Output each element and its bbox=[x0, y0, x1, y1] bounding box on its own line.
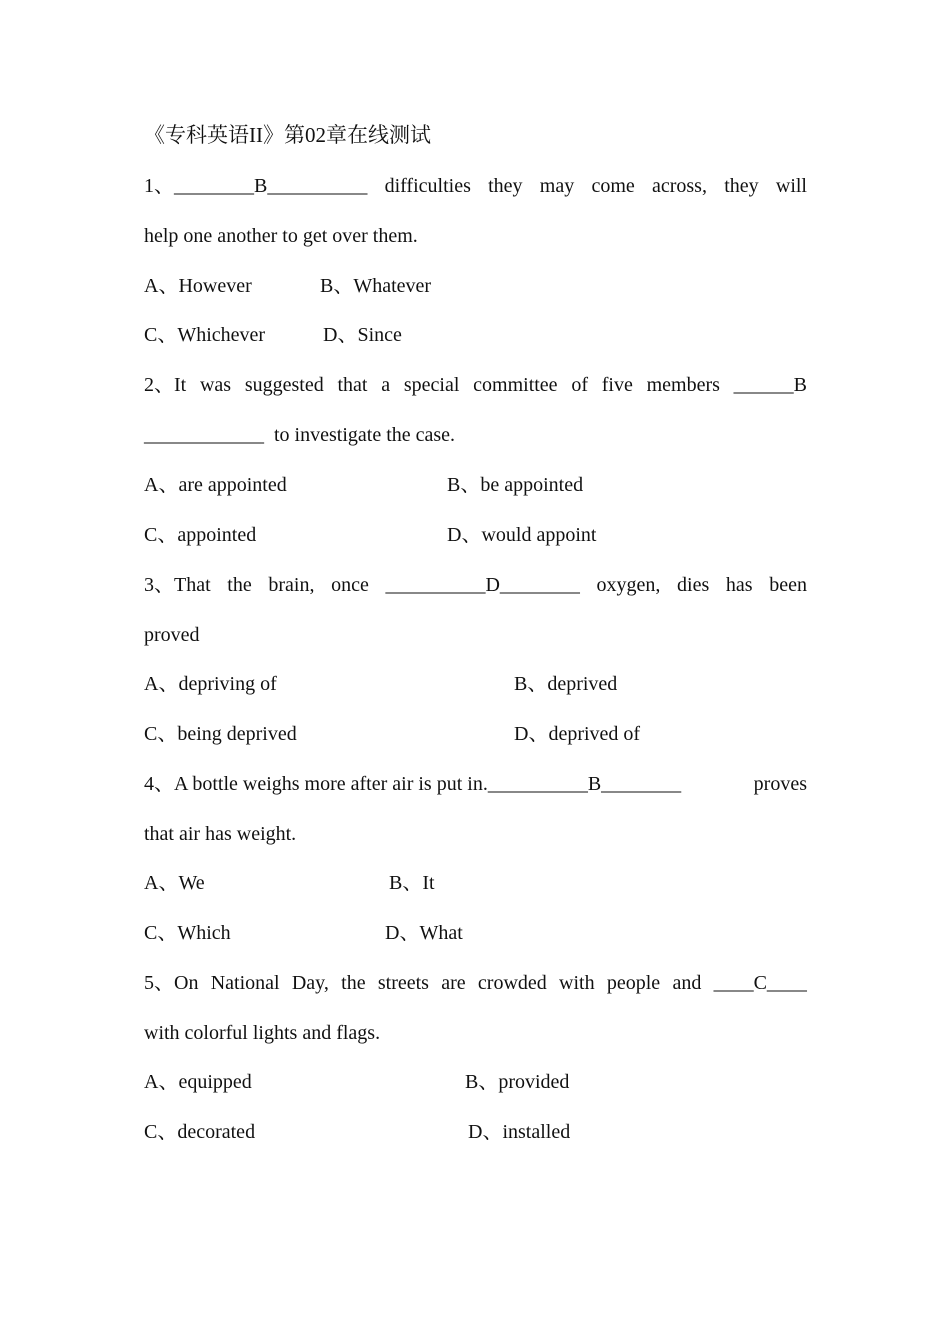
question-5-option-c: C、decorated bbox=[144, 1121, 256, 1143]
word: streets bbox=[377, 972, 429, 994]
word: difficulties bbox=[384, 175, 471, 197]
word: ____C____ bbox=[713, 972, 807, 994]
word: was bbox=[199, 374, 232, 396]
word: people bbox=[606, 972, 661, 994]
question-1-option-a: A、However bbox=[144, 275, 252, 297]
page-title: 《专科英语II》第02章在线测试 bbox=[144, 123, 431, 147]
word: 4、A bottle weighs more after air is put in.__________B________ bbox=[144, 773, 682, 795]
word: 5、On bbox=[144, 972, 199, 994]
word: come bbox=[591, 175, 635, 197]
question-1-line-1 bbox=[144, 170, 807, 202]
word: __________D________ bbox=[385, 574, 580, 596]
word: proves bbox=[753, 773, 807, 795]
word: ______B bbox=[733, 374, 807, 396]
word: and bbox=[672, 972, 702, 994]
question-3-line-1 bbox=[144, 569, 807, 601]
question-2-option-a: A、are appointed bbox=[144, 474, 287, 496]
word: the bbox=[341, 972, 366, 994]
word: 2、It bbox=[144, 374, 187, 396]
word: has bbox=[725, 574, 753, 596]
question-4-line-1 bbox=[144, 768, 807, 800]
word: crowded bbox=[477, 972, 547, 994]
word: oxygen, bbox=[596, 574, 661, 596]
word: will bbox=[775, 175, 807, 197]
word: committee bbox=[473, 374, 558, 396]
question-2-option-c: C、appointed bbox=[144, 524, 257, 546]
question-5-option-b: B、provided bbox=[465, 1071, 570, 1093]
question-5-option-a: A、equipped bbox=[144, 1071, 252, 1093]
word: brain, bbox=[268, 574, 315, 596]
word: that bbox=[337, 374, 368, 396]
word: of bbox=[571, 374, 588, 396]
word: a bbox=[381, 374, 391, 396]
word: National bbox=[210, 972, 280, 994]
word: may bbox=[539, 175, 575, 197]
word: they bbox=[488, 175, 523, 197]
word: members bbox=[646, 374, 720, 396]
question-2-option-d: D、would appoint bbox=[447, 524, 597, 546]
question-4-line-2: that air has weight. bbox=[144, 823, 297, 845]
word: they bbox=[724, 175, 759, 197]
word: dies bbox=[677, 574, 710, 596]
question-2-option-b: B、be appointed bbox=[447, 474, 584, 496]
question-5-line-2: with colorful lights and flags. bbox=[144, 1022, 381, 1044]
word: 3、That bbox=[144, 574, 211, 596]
question-3-option-c: C、being deprived bbox=[144, 723, 297, 745]
word: the bbox=[227, 574, 252, 596]
word: are bbox=[441, 972, 466, 994]
question-4-option-b: B、It bbox=[389, 872, 435, 894]
question-4-option-d: D、What bbox=[385, 922, 463, 944]
question-1-option-c: C、Whichever bbox=[144, 324, 266, 346]
word: special bbox=[403, 374, 460, 396]
word: with bbox=[559, 972, 595, 994]
question-5-option-d: D、installed bbox=[468, 1121, 571, 1143]
question-1-option-b: B、Whatever bbox=[320, 275, 432, 297]
question-3-line-2: proved bbox=[144, 624, 200, 646]
question-1-option-d: D、Since bbox=[323, 324, 402, 346]
word: suggested bbox=[244, 374, 324, 396]
question-3-option-a: A、depriving of bbox=[144, 673, 277, 695]
question-1-line-2: help one another to get over them. bbox=[144, 225, 418, 247]
question-4-option-a: A、We bbox=[144, 872, 205, 894]
question-5-line-1 bbox=[144, 967, 807, 999]
word: Day, bbox=[291, 972, 329, 994]
word: 1、________B__________ bbox=[144, 175, 368, 197]
word: across, bbox=[651, 175, 707, 197]
question-3-option-b: B、deprived bbox=[514, 673, 618, 695]
word: five bbox=[601, 374, 633, 396]
question-2-line-1 bbox=[144, 369, 807, 401]
question-2-line-2: ____________ to investigate the case. bbox=[144, 424, 456, 446]
word: once bbox=[331, 574, 369, 596]
question-3-option-d: D、deprived of bbox=[514, 723, 641, 745]
word: been bbox=[769, 574, 807, 596]
question-4-option-c: C、Which bbox=[144, 922, 231, 944]
